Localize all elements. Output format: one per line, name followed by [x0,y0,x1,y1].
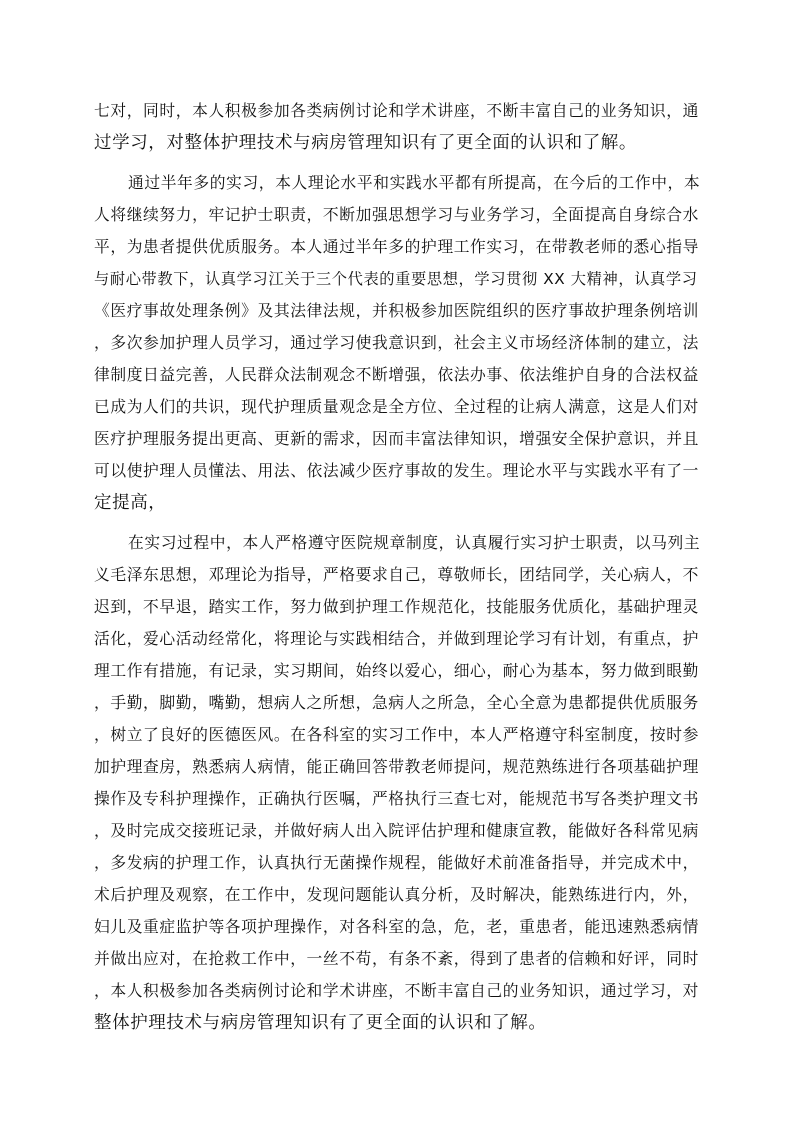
paragraph-2-line-10: 可以使护理人员懂法、用法、依法减少医疗事故的发生。理论水平与实践水平有了一 [94,461,699,480]
paragraph-3-line-7: ，树立了良好的医德医风。在各科室的实习工作中，本人严格遵守科室制度，按时参 [94,725,699,744]
paragraph-3-line-10: ，及时完成交接班记录，并做好病人出入院评估护理和健康宣教，能做好各科常见病 [94,821,699,840]
paragraph-3-line-1: 在实习过程中，本人严格遵守医院规章制度，认真履行实习护士职责，以马列主 [128,533,701,552]
paragraph-2-line-3: 平，为患者提供优质服务。本人通过半年多的护理工作实习，在带教老师的悉心指导 [94,237,699,256]
paragraph-3-line-14: 并做出应对，在抢救工作中，一丝不苟，有条不紊，得到了患者的信赖和好评，同时 [94,949,699,968]
paragraph-2-line-9: 医疗护理服务提出更高、更新的需求，因而丰富法律知识，增强安全保护意识，并且 [94,429,699,448]
paragraph-3-line-12: 术后护理及观察，在工作中，发现问题能认真分析，及时解决，能熟练进行内，外， [94,885,699,904]
paragraph-3-line-13: 妇儿及重症监护等各项护理操作，对各科室的急，危，老，重患者，能迅速熟悉病情 [94,917,699,936]
paragraph-2-line-11: 定提高， [94,493,167,513]
paragraph-2-line-7: 律制度日益完善，人民群众法制观念不断增强，依法办事、依法维护自身的合法权益 [94,365,699,384]
paragraph-2-line-5: 《医疗事故处理条例》及其法律法规，并积极参加医院组织的医疗事故护理条例培训 [94,301,699,320]
paragraph-3-line-11: ，多发病的护理工作，认真执行无菌操作规程，能做好术前准备指导，并完成术中， [94,853,699,872]
paragraph-1-line-1: 七对，同时，本人积极参加各类病例讨论和学术讲座，不断丰富自己的业务知识，通 [94,101,699,120]
paragraph-2-line-8: 已成为人们的共识，现代护理质量观念是全方位、全过程的让病人满意，这是人们对 [94,397,699,416]
paragraph-3-line-3: 迟到，不早退，踏实工作，努力做到护理工作规范化，技能服务优质化，基础护理灵 [94,597,699,616]
paragraph-3-line-2: 义毛泽东思想，邓理论为指导，严格要求自己，尊敬师长，团结同学，关心病人，不 [94,565,699,584]
paragraph-2-line-6: ，多次参加护理人员学习，通过学习使我意识到，社会主义市场经济体制的建立，法 [94,333,699,352]
paragraph-3-line-16: 整体护理技术与病房管理知识有了更全面的认识和了解。 [94,1013,547,1033]
paragraph-1-line-2: 过学习，对整体护理技术与病房管理知识有了更全面的认识和了解。 [94,133,637,153]
paragraph-3-line-8: 加护理查房，熟悉病人病情，能正确回答带教老师提问，规范熟练进行各项基础护理 [94,757,699,776]
paragraph-3-line-5: 理工作有措施，有记录，实习期间，始终以爱心，细心，耐心为基本，努力做到眼勤 [94,661,699,680]
paragraph-2-line-4: 与耐心带教下，认真学习江关于三个代表的重要思想，学习贯彻 XX 大精神，认真学习 [94,270,698,288]
paragraph-2-line-2: 人将继续努力，牢记护士职责，不断加强思想学习与业务学习，全面提高自身综合水 [94,205,699,224]
paragraph-3-line-4: 活化，爱心活动经常化，将理论与实践相结合，并做到理论学习有计划，有重点，护 [94,629,699,648]
paragraph-3-line-6: ，手勤，脚勤，嘴勤，想病人之所想，急病人之所急，全心全意为患都提供优质服务 [94,693,699,712]
paragraph-2-line-1: 通过半年多的实习，本人理论水平和实践水平都有所提高，在今后的工作中，本 [128,173,701,192]
paragraph-3-line-15: ，本人积极参加各类病例讨论和学术讲座，不断丰富自己的业务知识，通过学习，对 [94,981,699,1000]
paragraph-3-line-9: 操作及专科护理操作，正确执行医嘱，严格执行三查七对，能规范书写各类护理文书 [94,789,699,808]
